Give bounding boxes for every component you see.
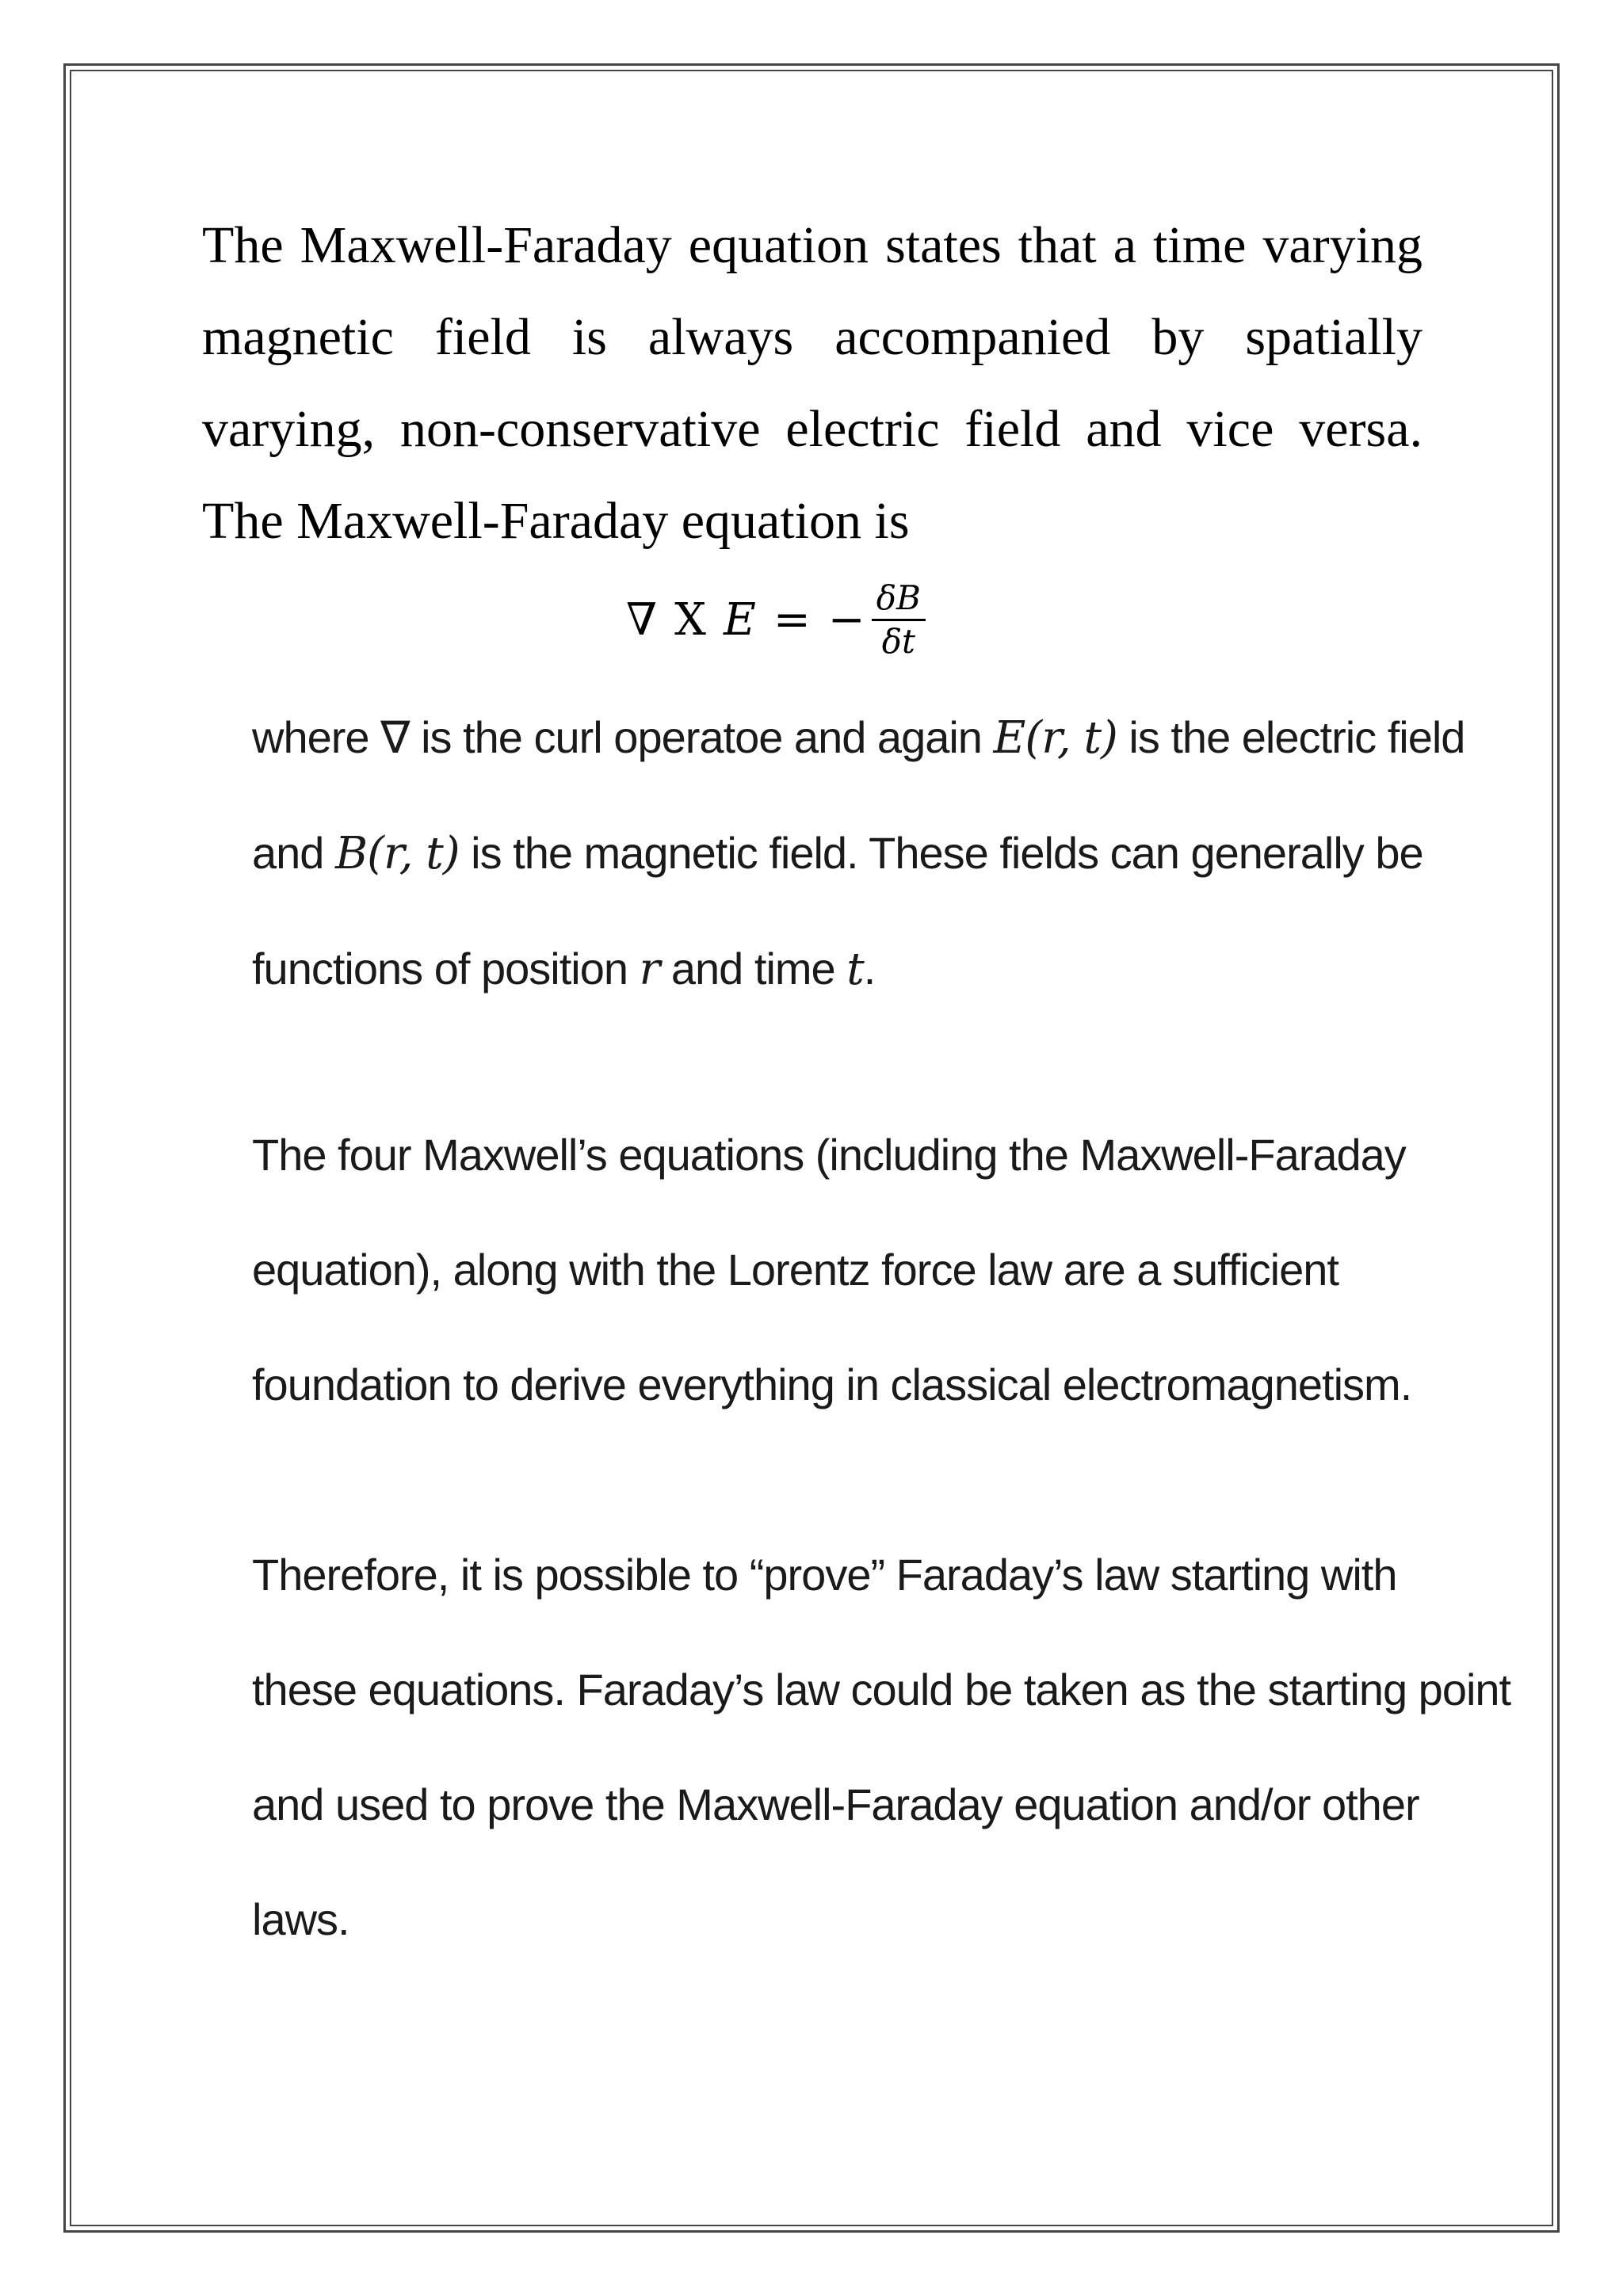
text-line: laws.	[252, 1894, 349, 1944]
fraction-denominator: δt	[881, 621, 915, 661]
magnetic-field-expression: B(r, t)	[335, 828, 460, 879]
where-line-3	[252, 911, 1488, 1027]
where-text: .	[863, 944, 876, 994]
cross-symbol: X	[674, 593, 706, 646]
where-line-2	[252, 795, 1488, 911]
text-line: and used to prove the Maxwell-Faraday equation and/or other	[252, 1779, 1419, 1829]
time-variable: t	[846, 944, 864, 995]
maxwell-faraday-equation	[626, 564, 926, 675]
text-line: The four Maxwell’s equations (including the Maxwell-Faraday	[252, 1130, 1406, 1180]
where-paragraph	[252, 680, 1488, 1027]
position-variable: r	[639, 944, 660, 995]
where-text: and	[252, 828, 335, 878]
where-text: functions of position	[252, 944, 640, 994]
four-equations-paragraph	[252, 1097, 1488, 1442]
where-text: where ∇ is the curl operatoe and again	[252, 712, 994, 762]
where-text: is the electric field	[1117, 712, 1465, 762]
minus-sign: −	[827, 593, 865, 646]
nabla-symbol: ∇	[626, 593, 658, 646]
text-line: these equations. Faraday’s law could be taken as the starting point	[252, 1665, 1511, 1714]
text-line: equation), along with the Lorentz force law are a sufficient	[252, 1245, 1338, 1295]
fraction-numerator: δB	[876, 578, 921, 617]
equals-sign: =	[773, 593, 811, 646]
where-line-1	[252, 680, 1488, 795]
derivative-fraction	[872, 578, 926, 662]
where-text: is the magnetic field. These fields can generally be	[459, 828, 1423, 878]
text-line: foundation to derive everything in classical electromagnetism.	[252, 1360, 1412, 1409]
where-text: and time	[659, 944, 847, 994]
electric-field-expression: E(r, t)	[993, 712, 1117, 764]
electric-field-variable: E	[723, 593, 756, 646]
intro-paragraph: The Maxwell-Faraday equation states that a time varying magnetic field is always accompanied by spatially varying, non-conservative electric field and vice versa. The Maxwell-Faraday equation is	[202, 216, 1423, 550]
text-line: Therefore, it is possible to “prove” Faraday’s law starting with	[252, 1550, 1397, 1600]
therefore-paragraph	[252, 1517, 1511, 1977]
